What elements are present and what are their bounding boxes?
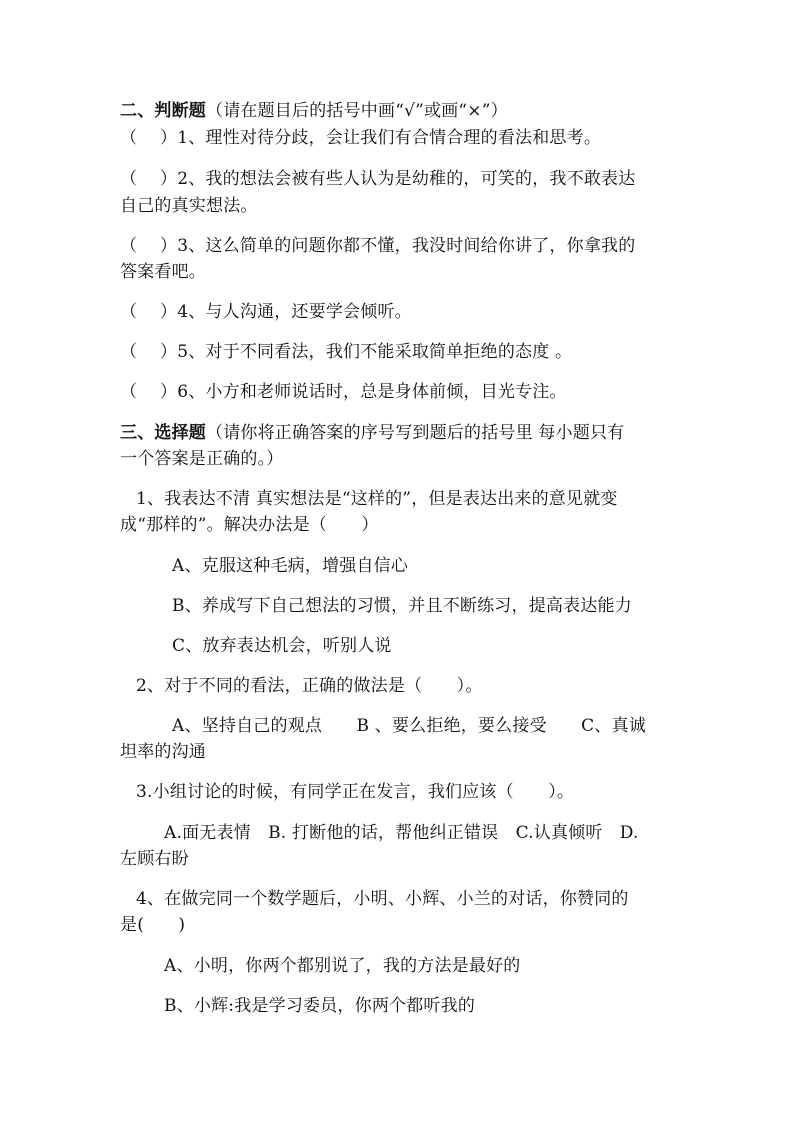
- judge-item-6: [120, 379, 680, 405]
- question-1-stem: 1、我表达不清 真实想法是“这样的”，但是表达出来的意见就变: [136, 489, 618, 509]
- answer-paren[interactable]: （ ）: [120, 236, 178, 256]
- answer-paren[interactable]: （ ）: [120, 342, 178, 362]
- answer-paren[interactable]: （ ）: [120, 169, 178, 189]
- judge-item-3: [120, 233, 680, 259]
- judge-item-1: [120, 125, 680, 151]
- judge-item-text: 4、与人沟通，还要学会倾听。: [177, 302, 412, 322]
- question-4-stem-cont: 是( ): [120, 915, 186, 935]
- section3-instruction: （请你将正确答案的序号写到题后的括号里 每小题只有: [206, 423, 625, 443]
- judge-item-2-cont: 自己的真实想法。: [120, 196, 258, 216]
- question-4-option-a[interactable]: A、小明，你两个都别说了，我的方法是最好的: [164, 956, 521, 976]
- question-2-options[interactable]: A、坚持自己的观点 B 、要么拒绝，要么接受 C、真诚: [172, 716, 646, 736]
- judge-item-4: [120, 299, 680, 325]
- judge-item-text: 1、理性对待分歧，会让我们有合情合理的看法和思考。: [177, 128, 602, 148]
- question-1-option-a[interactable]: A、克服这种毛病，增强自信心: [172, 556, 409, 576]
- question-4-option-b[interactable]: B、小辉:我是学习委员，你两个都听我的: [164, 996, 476, 1016]
- judge-item-text: 5、对于不同看法，我们不能采取简单拒绝的态度 。: [177, 342, 573, 362]
- section3-instruction-cont: 一个答案是正确的。）: [120, 449, 284, 469]
- question-4-stem: 4、在做完同一个数学题后，小明、小辉、小兰的对话，你赞同的: [136, 889, 629, 909]
- section3-title: 三、选择题: [120, 423, 206, 443]
- section2-instruction: （请在题目后的括号中画“√”或画“×”）: [206, 101, 508, 121]
- judge-item-2: [120, 166, 680, 192]
- question-3-stem: 3.小组讨论的时候，有同学正在发言，我们应该（ ）。: [136, 782, 575, 802]
- section2-title: 二、判断题: [120, 101, 206, 121]
- question-2-options-cont[interactable]: 坦率的沟通: [120, 742, 206, 762]
- question-1-stem-cont: 成“那样的”。解决办法是（ ）: [120, 515, 379, 535]
- judge-item-text: 3、这么简单的问题你都不懂，我没时间给你讲了，你拿我的: [177, 236, 636, 256]
- question-1-option-b[interactable]: B、养成写下自己想法的习惯，并且不断练习，提高表达能力: [172, 596, 632, 616]
- judge-item-3-cont: 答案看吧。: [120, 262, 206, 282]
- question-1-option-c[interactable]: C、放弃表达机会，听别人说: [172, 636, 392, 656]
- judge-item-text: 6、小方和老师说话时，总是身体前倾，目光专注。: [177, 382, 567, 402]
- question-3-options-cont[interactable]: 左顾右盼: [120, 849, 189, 869]
- section2-heading: [120, 98, 680, 124]
- answer-paren[interactable]: （ ）: [120, 128, 178, 148]
- question-3-options[interactable]: A.面无表情 B. 打断他的话，帮他纠正错误 C.认真倾听 D.: [164, 823, 639, 843]
- judge-item-5: [120, 339, 680, 365]
- section3-heading: [120, 420, 680, 446]
- answer-paren[interactable]: （ ）: [120, 382, 178, 402]
- question-2-stem: 2、对于不同的看法，正确的做法是（ ）。: [136, 676, 483, 696]
- judge-item-text: 2、我的想法会被有些人认为是幼稚的，可笑的，我不敢表达: [177, 169, 636, 189]
- answer-paren[interactable]: （ ）: [120, 302, 178, 322]
